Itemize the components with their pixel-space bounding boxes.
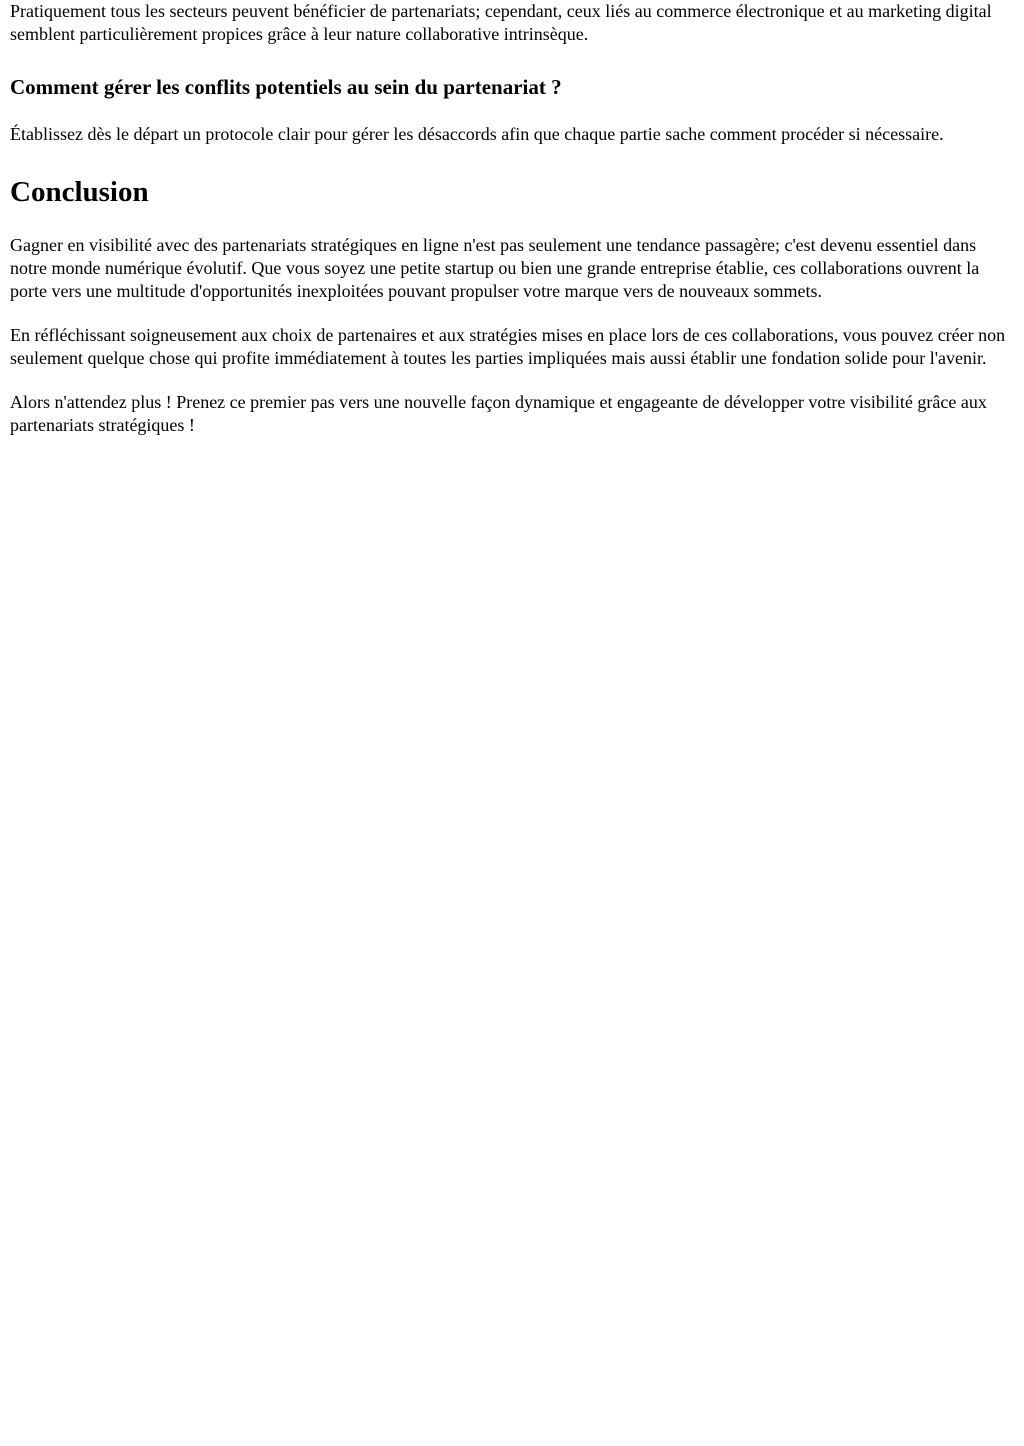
- conclusion-paragraph: Alors n'attendez plus ! Prenez ce premier pas vers une nouvelle façon dynamique et engageante de développer votre visibilité grâce aux partenariats stratégiques !: [10, 392, 987, 435]
- faq-heading: Comment gérer les conflits potentiels au sein du partenariat ?: [10, 75, 562, 99]
- conclusion-paragraph: En réfléchissant soigneusement aux choix de partenaires et aux stratégies mises en place lors de ces collaborations, vous pouvez créer non seulement quelque chose qui profite immédiatement à toutes les parties impliquées mais aussi établir une fondation solide pour l'avenir.: [10, 325, 1006, 368]
- article-body: [10, 0, 1014, 437]
- intro-paragraph: Pratiquement tous les secteurs peuvent bénéficier de partenariats; cependant, ceux liés au commerce électronique et au marketing digital semblent particulièrement propices grâce à leur nature collaborative intrinsèque.: [10, 1, 992, 44]
- conclusion-heading: Conclusion: [10, 176, 149, 208]
- faq-answer: Établissez dès le départ un protocole clair pour gérer les désaccords afin que chaque partie sache comment procéder si nécessaire.: [10, 124, 944, 144]
- conclusion-paragraph: Gagner en visibilité avec des partenariats stratégiques en ligne n'est pas seulement une tendance passagère; c'est devenu essentiel dans notre monde numérique évolutif. Que vous soyez une petite startup ou bien une grande entreprise établie, ces collaborations ouvrent la porte vers une multitude d'opportunités inexploitées pouvant propulser votre marque vers de nouveaux sommets.: [10, 235, 980, 301]
